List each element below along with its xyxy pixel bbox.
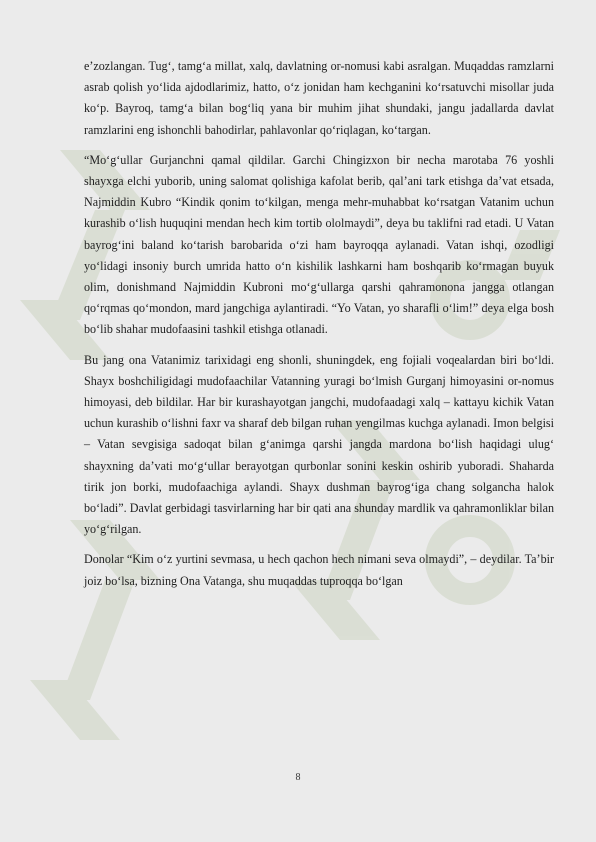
document-body bbox=[84, 56, 554, 601]
paragraph-4: Donolar “Kim o‘z yurtini sevmasa, u hech qachon hech nimani seva olmaydi”, – deydilar. Ta’bir joiz bo‘lsa, bizning Ona Vatanga, shu muqaddas tuproqqa bo‘lgan bbox=[84, 552, 554, 588]
paragraph-1: e’zozlangan. Tug‘, tamg‘a millat, xalq, davlatning or-nomusi kabi asralgan. Muqaddas ramzlarni asrab qolish yo‘lida ajdodlarimiz, hatto, o‘z jonidan ham kechganini ko‘rsatuvchi misollar juda ko‘p. Bayroq, tamg‘a bilan bog‘liq yana bir muhim jihat shundaki, jangu jadallarda davlat ramzlarini eng ishonchli bahodirlar, pahlavonlar qo‘riqlagan, ko‘targan. bbox=[84, 59, 554, 137]
page-number: 8 bbox=[295, 772, 301, 783]
paragraph-3: Bu jang ona Vatanimiz tarixidagi eng shonli, shuningdek, eng fojiali voqealardan biri bo‘ldi. Shayx boshchiligidagi mudofaachilar Vatanning yuragi bo‘lmish Gurganj himoyasini or-nomus himoyasi, deb bildilar. Har bir kurashayotgan jangchi, mudofaadagi xalq – kattayu kichik Vatan uchun kurashib o‘lishni faxr va sharaf deb bilgan ruhan yengilmas kuchga aylanadi. Imon belgisi – Vatan sevgisiga sadoqat bilan g‘animga qarshi jangda mardona bo‘lish haqidagi ulug‘ shayxning da’vati mo‘g‘ullar berayotgan qurbonlar sonini keskin oshirib yuboradi. Shaharda tirik jon borki, mudofaachiga aylandi. Shayx dushman bayrog‘iga chang solgancha halok bo‘ladi”. Davlat gerbidagi tasvirlarning har bir qati ana shunday mardlik va qahramonliklar bilan yo‘g‘rilgan. bbox=[84, 352, 554, 537]
paragraph-2: “Mo‘g‘ullar Gurjanchni qamal qildilar. Garchi Chingizxon bir necha marotaba 76 yoshli shayxga elchi yuborib, uning salomat qolishiga kafolat berib, qal’ani tark etishga da’vat etsada, Najmiddin Kubro “Kindik qonim to‘kilgan, menga mehr-muhabbat ko‘rsatgan Vatanim uchun kurashib o‘lish huquqini mendan hech kim tortib ololmaydi”, deya bu taklifni rad etadi. U Vatan bayrog‘ini baland ko‘tarish barobarida o‘zi ham bayroqqa aylanadi. Vatan ishqi, ozodligi yo‘lidagi insoniy burch umrida hatto o‘n kishilik lashkarni ham boshqarib ko‘rmagan buyuk olim, donishmand Najmiddin Kubroni mo‘g‘ullarga qarshi qahramonona jangga otlangan qo‘rqmas qo‘mondon, mard jangchiga aylantiradi. “Yo Vatan, yo sharafli o‘lim!” deya elga bosh bo‘lib shahar mudofaasini tashkil etishga otlanadi. bbox=[84, 152, 554, 337]
